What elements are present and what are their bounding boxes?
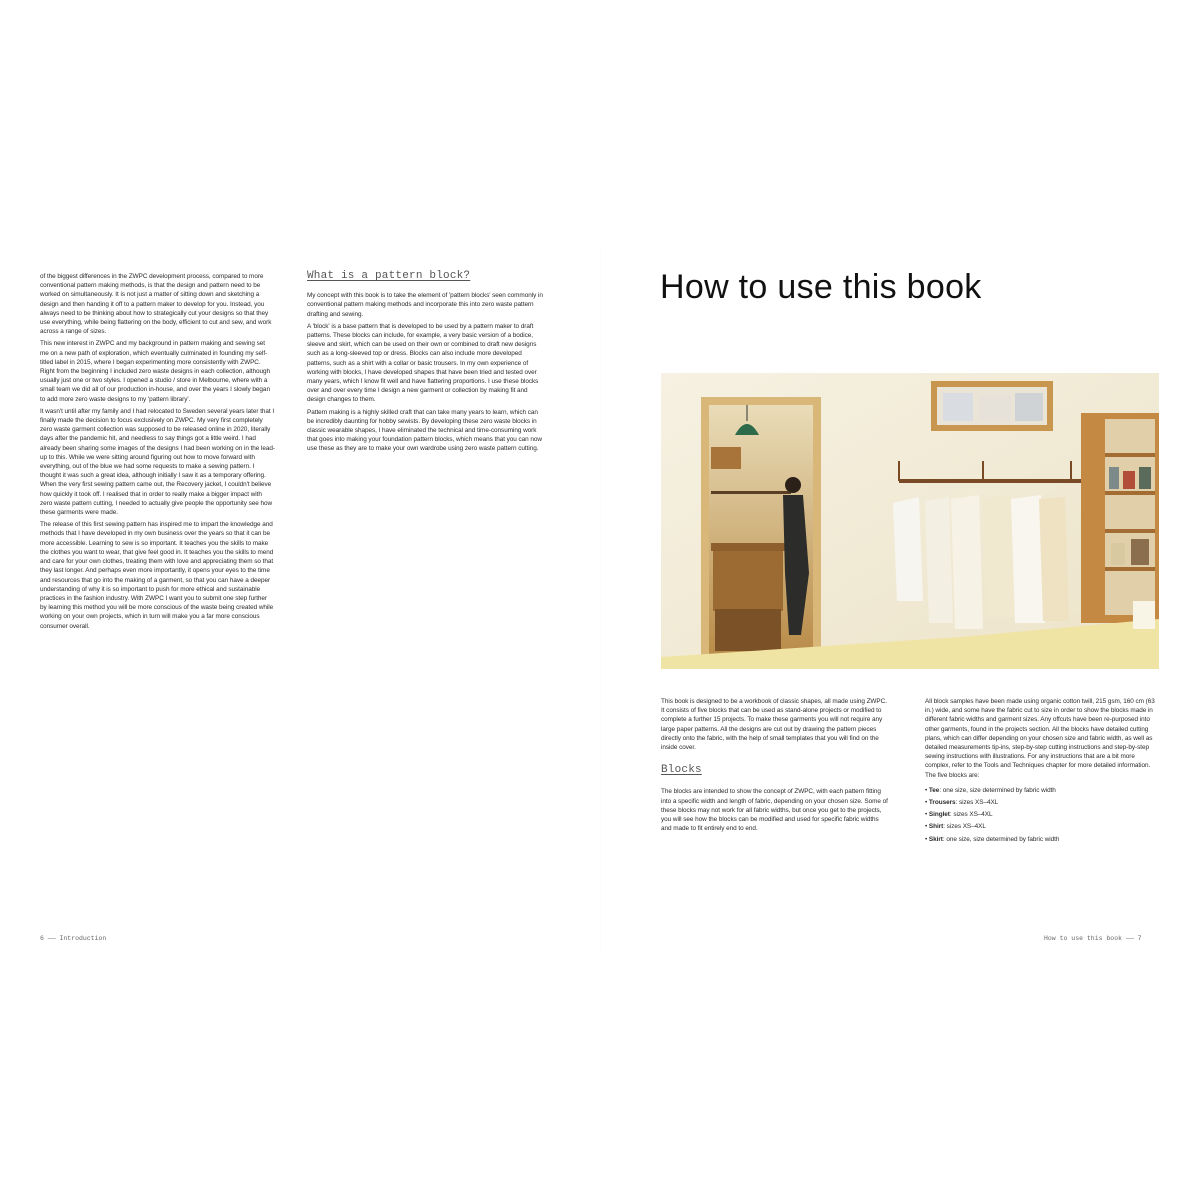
right-page-folio: How to use this book —— 7	[1044, 935, 1142, 942]
back-shelf	[711, 447, 741, 469]
list-item: • Trousers: sizes XS–4XL	[925, 799, 999, 807]
pattern-block-heading: What is a pattern block?	[307, 270, 471, 282]
intro-paragraph: This book is designed to be a workbook of classic shapes, all made using ZWPC. It consists of five blocks that can be used as stand-alone projects or modified to complete a further 15 projects. To make these garments you will not require any large paper patterns. All the designs are cut out by drawing the pattern pieces directly onto the fabric, with the help of small templates that you will find on the inside cover.	[661, 698, 887, 752]
paragraph: My concept with this book is to take the element of 'pattern blocks' seen commonly in conventional pattern making methods and incorporate this into zero waste pattern drafting and sewing.	[307, 292, 543, 318]
studio-photo	[661, 373, 1159, 669]
samples-paragraph: All block samples have been made using organic cotton twill, 215 gsm, 160 cm (63 in.) wide, and some have the fabric cut to size in order to show the blocks made in different fabric widths and garment sizes. Any offcuts have been re-purposed into other garments, found in the projects section. All the blocks have detailed cutting plans, which can differ depending on your chosen size and fabric width, as well as detailed measurements tip-ins, step-by-step cutting instructions and step-by-step sewing instructions with illustrations. For any instructions that are a bit more complex, refer to the Tools and Techniques chapter for more detailed information. The five blocks are:	[925, 698, 1155, 779]
right-page-column-2	[925, 697, 1159, 847]
blocks-heading: Blocks	[661, 764, 702, 777]
left-page-text-column	[40, 272, 275, 634]
garment	[925, 497, 953, 623]
list-item: • Singlet: sizes XS–4XL	[925, 811, 993, 819]
paragraph: Pattern making is a highly skilled craft that can take many years to learn, which can be incredibly daunting for hobby sewists. By developing these zero waste blocks in classic wearable shapes, I have eliminated the technical and time-consuming work that goes into making your foundation pattern blocks, which means that you can now use these as they are to make your own wardrobe using zero waste pattern cutting.	[307, 408, 542, 453]
paragraph: This new interest in ZWPC and my background in pattern making and sewing set me on a new path of exploration, which eventually culminated in founding my self-titled label in 2015, where I began experimenting more consistently with ZWPC. Right from the beginning I included zero waste designs in each collection, although usually just one or two styles. I opened a studio / store in Melbourne, where with a small team we did all of our production in-house, and over the years I slowly began to add more zero waste designs to my 'pattern library'.	[40, 340, 270, 403]
garment	[893, 497, 923, 601]
paragraph: The release of this first sewing pattern has inspired me to impart the knowledge and methods that I have developed in my own business over the years so that it can be more accessible. Learning to sew is so important. It teaches you the skills to make the clothes you want to wear, that give feel good in. It teaches you the skills to mend and care for your own clothes, treating them with love and appreciating them so that they last longer. And perhaps even more importantly, it opens your eyes to the time and resources that go into the making of a garment, so that you can have a deeper understanding of why it is so important to push for more ethical and sustainable practices in the fashion industry. With ZWPC I want you to submit one step further by learning this method you will be more conscious of the waste being created while working on your own projects, which in turn will make you a far more conscious consumer overall.	[40, 521, 274, 630]
list-item: • Skirt: one size, size determined by fabric width	[925, 835, 1060, 843]
paragraph: A 'block' is a base pattern that is developed to be used by a pattern maker to draft patterns. These blocks can include, for example, a very basic version of a bodice, sleeve and skirt, which can be used on their own or combined to draft new designs such as a long-sleeved top or dress. Blocks can also include more developed patterns, such as a shirt with a collar or basic trousers. In my own experience of working with blocks, I have developed shapes that have been tried and tested over many years, which I know fit well and have flattering proportions. I use these blocks over and over every time I design a new garment or collection by making fit and design changes to them.	[307, 322, 539, 404]
paragraph: of the biggest differences in the ZWPC development process, compared to more conventional pattern making methods, is that the design and pattern need to be worked on simultaneously. It is not just a matter of sitting down and sketching a design and then handing it off to a pattern maker to develop for you. Instead, you always need to be thinking about how to strategically cut your designs so that they use everything, while being flattering on the body, efficient to cut and sew, and work across a range of sizes.	[40, 273, 272, 336]
page-title: How to use this book	[660, 268, 982, 306]
list-item: • Shirt: sizes XS–4XL	[925, 823, 986, 831]
left-page-folio: 6 —— Introduction	[40, 935, 107, 942]
blocks-paragraph: The blocks are intended to show the concept of ZWPC, with each pattern fitting into a specific width and length of fabric, depending on your chosen size. Some of these blocks may not work for all fabric widths, but once you get to the projects, you will see how the blocks can be modified and used for specific fabric widths and made to fit entirely end to end.	[661, 788, 888, 833]
block-list	[925, 786, 1159, 844]
worktable	[711, 543, 785, 551]
list-item: • Tee: one size, size determined by fabric width	[925, 786, 1056, 794]
middle-text-column	[307, 272, 544, 457]
right-page-column-1	[661, 697, 889, 836]
paragraph: It wasn't until after my family and I had relocated to Sweden several years later that I finally made the decision to focus exclusively on ZWPC. My very first completely zero waste garment collection was supposed to be released online in 2020, literally days after the pandemic hit, and needless to say things got a little weird. I had already been sharing some images of the designs I had been working on in the lead-up to this. While we were sitting around figuring out how to move forward with everything, out of the blue we had some requests to make a sewing pattern. I thought it was such a great idea, although initially I saw it as a temporary offering. When the very first sewing pattern came out, the Recovery jacket, I couldn't believe how quickly it took off. I realised that in order to really make a bigger impact with zero waste pattern cutting, I needed to actually give people the opportunity see how these garments were made.	[40, 407, 275, 517]
person-head	[785, 477, 801, 493]
garment	[951, 495, 983, 629]
book-gutter	[600, 250, 601, 950]
garment	[1039, 497, 1069, 621]
